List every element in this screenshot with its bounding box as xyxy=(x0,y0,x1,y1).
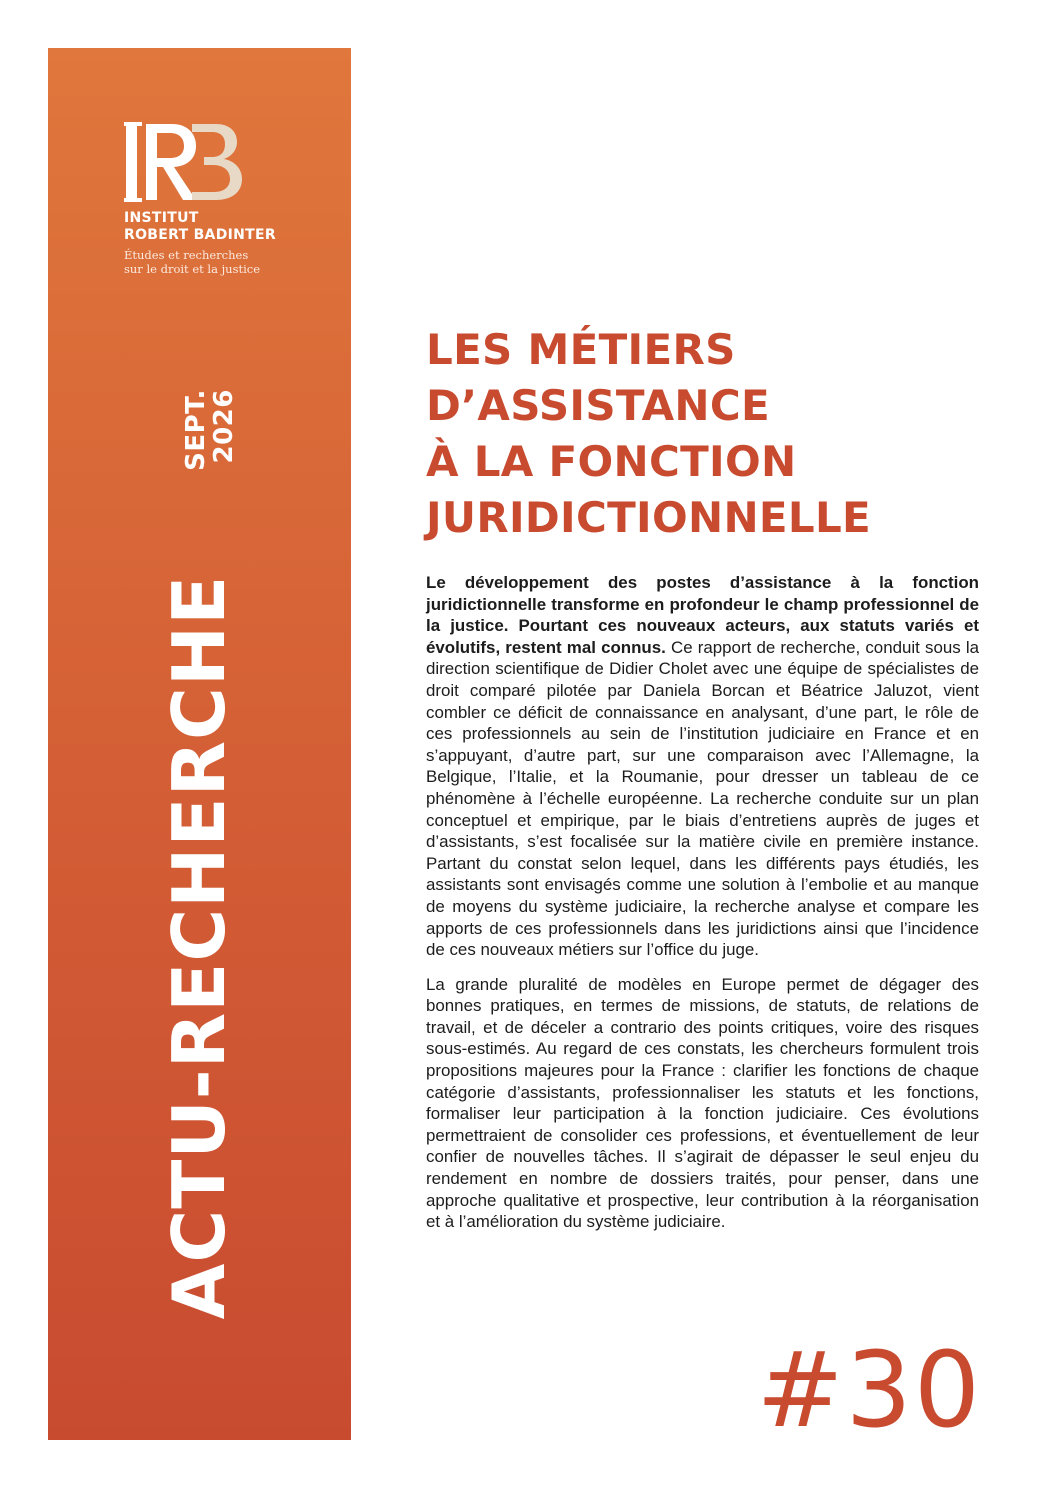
publication-year: 2026 xyxy=(209,389,239,464)
abstract-paragraph-2: La grande pluralité de modèles en Europe permet de dégager des bonnes pratiques, en termes de missions, de statuts, de relations de travail, et de déceler a contrario des points critiques, voire des risques sous-estimés. Au regard de ces constats, les chercheurs formulent trois propositions majeures pour la France : clarifier les fonctions de chaque catégorie d’assistants, professionnaliser les statuts et les fonctions, formaliser leur participation à la fonction judiciaire. Ces évolutions permettraient de consolider ces professions, et éventuellement de leur confier de nouvelles tâches. Il s’agirait de dépasser le seul enjeu du rendement en nombre de dossiers traités, pour penser, dans une approche qualitative et prospective, leur contribution à la réorganisation et à l’amélioration du système judiciaire. xyxy=(426,974,979,1232)
institute-name-line1: INSTITUT xyxy=(124,210,199,226)
publication-month: SEPT. xyxy=(181,389,211,471)
title-line2: D’ASSISTANCE xyxy=(426,381,770,430)
abstract-body xyxy=(426,572,979,1246)
title-line4: JURIDICTIONNELLE xyxy=(426,493,871,542)
institute-tagline-line1: Études et recherches xyxy=(124,248,249,262)
page-title xyxy=(426,322,986,546)
publication-date xyxy=(182,389,238,471)
series-title: ACTU-RECHERCHE xyxy=(157,574,241,1320)
abstract-lead: Le développement des postes d’assistance à la fonction juridictionnelle transforme en profondeur le champ professionnel de la justice. Pourtant ces nouveaux acteurs, aux statuts variés et évolutifs, restent mal connus. xyxy=(426,573,979,657)
institute-tagline xyxy=(124,248,276,276)
title-line3: À LA FONCTION xyxy=(426,437,797,486)
title-line1: LES MÉTIERS xyxy=(426,325,736,374)
institute-logo xyxy=(124,120,276,276)
institute-tagline-line2: sur le droit et la justice xyxy=(124,262,261,276)
issue-number: #30 xyxy=(756,1329,982,1451)
abstract-paragraph-1 xyxy=(426,572,979,961)
institute-name xyxy=(124,210,276,244)
abstract-paragraph-1-rest: Ce rapport de recherche, conduit sous la direction scientifique de Didier Cholet avec une équipe de spécialistes de droit comparé pilotée par Daniela Borcan et Béatrice Jaluzot, vient combler ce déficit de connaissance en analysant, d’une part, le rôle de ces professionnels au sein de l’institution judiciaire en France et en s’appuyant, d’autre part, sur une comparaison avec l’Allemagne, la Belgique, l’Italie, et la Roumanie, pour dresser un tableau de ce phénomène à l’échelle européenne. La recherche conduite sur un plan conceptuel et empirique, par le biais d’entretiens auprès de juges et d’assistants, s’est focalisée sur la matière civile en première instance. Partant du constat selon lequel, dans les différents pays étudiés, les assistants sont envisagés comme une solution à l’embolie et au manque de moyens du système judiciaire, la recherche analyse et compare les apports de ces professionnels dans les juridictions ainsi que l’incidence de ces nouveaux métiers sur l’office du juge. xyxy=(426,637,979,960)
irb-logo-mark xyxy=(124,120,244,204)
institute-name-line2: ROBERT BADINTER xyxy=(124,227,276,243)
